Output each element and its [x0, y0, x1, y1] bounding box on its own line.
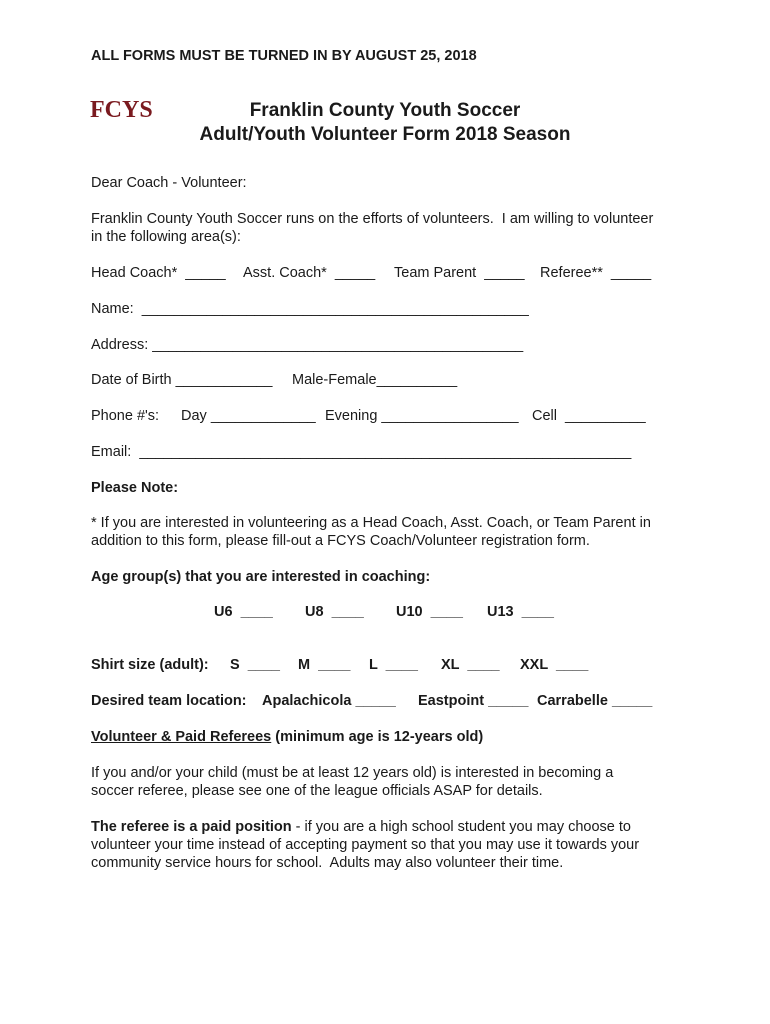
form-title-line2: Adult/Youth Volunteer Form 2018 Season [199, 124, 571, 145]
referee-paid-position: The referee is a paid position [91, 819, 292, 835]
note-line2: addition to this form, please fill-out a FCYS Coach/Volunteer registration form. [91, 533, 590, 549]
form-title-line1: Franklin County Youth Soccer [249, 100, 521, 121]
shirt-size-xl[interactable]: XL ____ [441, 657, 500, 673]
fcys-logo: FCYS [90, 97, 153, 123]
location-carrabelle[interactable]: Carrabelle _____ [537, 693, 653, 709]
shirt-size-m[interactable]: M ____ [298, 657, 351, 673]
referee-para1-line2: soccer referee, please see one of the league officials ASAP for details. [91, 783, 543, 799]
age-option-u8[interactable]: U8 ____ [305, 604, 364, 620]
shirt-size-label: Shirt size (adult): [91, 657, 209, 673]
shirt-size-xxl[interactable]: XXL ____ [520, 657, 589, 673]
deadline-notice: ALL FORMS MUST BE TURNED IN BY AUGUST 25, 2018 [91, 48, 477, 64]
referee-para2-line1-rest: - if you are a high school student you may choose to [291, 819, 631, 835]
address-field[interactable]: Address: ______________________________________________ [91, 337, 524, 353]
note-heading: Please Note: [91, 480, 179, 496]
phone-label: Phone #'s: [91, 408, 160, 424]
role-asst-coach[interactable]: Asst. Coach* _____ [243, 265, 376, 281]
role-referee[interactable]: Referee** _____ [540, 265, 652, 281]
phone-evening-field[interactable]: Evening _________________ [325, 408, 519, 424]
referees-heading-rest: (minimum age is 12-years old) [271, 729, 484, 745]
age-option-u10[interactable]: U10 ____ [396, 604, 463, 620]
gender-field[interactable]: Male-Female__________ [292, 372, 458, 388]
role-team-parent[interactable]: Team Parent _____ [394, 265, 525, 281]
name-field[interactable]: Name: ________________________________________________ [91, 301, 529, 317]
statement-line1: Franklin County Youth Soccer runs on the efforts of volunteers. I am willing to volunteer [91, 211, 654, 227]
location-label: Desired team location: [91, 693, 247, 709]
referee-para2-line1 [91, 818, 631, 836]
location-eastpoint[interactable]: Eastpoint _____ [418, 693, 529, 709]
age-option-u13[interactable]: U13 ____ [487, 604, 554, 620]
statement-line2: in the following area(s): [91, 229, 241, 245]
referee-para2-line3: community service hours for school. Adults may also volunteer their time. [91, 855, 564, 871]
age-option-u6[interactable]: U6 ____ [214, 604, 273, 620]
email-field[interactable]: Email: _____________________________________________________________ [91, 444, 632, 460]
shirt-size-l[interactable]: L ____ [369, 657, 418, 673]
referees-heading [91, 728, 483, 746]
referee-para2-line2: volunteer your time instead of accepting payment so that you may use it towards your [91, 837, 640, 853]
phone-day-field[interactable]: Day _____________ [181, 408, 316, 424]
dob-field[interactable]: Date of Birth ____________ [91, 372, 273, 388]
referee-para1-line1: If you and/or your child (must be at least 12 years old) is interested in becoming a [91, 765, 614, 781]
age-groups-heading: Age group(s) that you are interested in coaching: [91, 569, 431, 585]
shirt-size-s[interactable]: S ____ [230, 657, 280, 673]
phone-cell-field[interactable]: Cell __________ [532, 408, 646, 424]
greeting: Dear Coach - Volunteer: [91, 175, 247, 191]
referees-heading-underlined: Volunteer & Paid Referees [91, 729, 272, 745]
role-head-coach[interactable]: Head Coach* _____ [91, 265, 226, 281]
location-apalachicola[interactable]: Apalachicola _____ [262, 693, 396, 709]
note-line1: * If you are interested in volunteering as a Head Coach, Asst. Coach, or Team Parent in [91, 515, 651, 531]
